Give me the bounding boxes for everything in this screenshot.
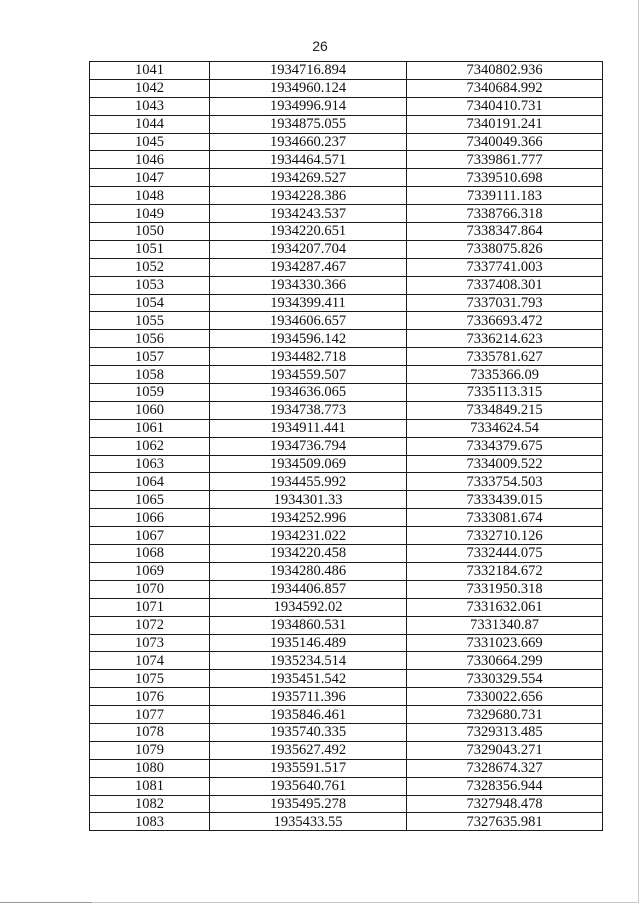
table-row (90, 509, 603, 527)
point-number-cell: 1044 (90, 115, 210, 133)
table-row (90, 813, 603, 831)
table-row (90, 115, 603, 133)
point-number-cell: 1067 (90, 527, 210, 545)
table-row (90, 240, 603, 258)
y-coordinate-cell: 7330022.656 (407, 688, 603, 706)
bottom-edge-line (0, 902, 92, 903)
x-coordinate-cell: 1935740.335 (210, 723, 407, 741)
point-number-cell: 1072 (90, 616, 210, 634)
x-coordinate-cell: 1935146.489 (210, 634, 407, 652)
y-coordinate-cell: 7329313.485 (407, 723, 603, 741)
x-coordinate-cell: 1935846.461 (210, 706, 407, 724)
y-coordinate-cell: 7335113.315 (407, 384, 603, 402)
table-row (90, 366, 603, 384)
point-number-cell: 1078 (90, 723, 210, 741)
table-row (90, 151, 603, 169)
point-number-cell: 1065 (90, 491, 210, 509)
point-number-cell: 1048 (90, 187, 210, 205)
y-coordinate-cell: 7339510.698 (407, 169, 603, 187)
x-coordinate-cell: 1934464.571 (210, 151, 407, 169)
y-coordinate-cell: 7334624.54 (407, 419, 603, 437)
point-number-cell: 1066 (90, 509, 210, 527)
x-coordinate-cell: 1934716.894 (210, 62, 407, 80)
y-coordinate-cell: 7327948.478 (407, 795, 603, 813)
table-row (90, 688, 603, 706)
point-number-cell: 1077 (90, 706, 210, 724)
y-coordinate-cell: 7333439.015 (407, 491, 603, 509)
y-coordinate-cell: 7329043.271 (407, 741, 603, 759)
y-coordinate-cell: 7334379.675 (407, 437, 603, 455)
point-number-cell: 1062 (90, 437, 210, 455)
table-row (90, 616, 603, 634)
y-coordinate-cell: 7331950.318 (407, 580, 603, 598)
y-coordinate-cell: 7334009.522 (407, 455, 603, 473)
y-coordinate-cell: 7336214.623 (407, 330, 603, 348)
table-row (90, 348, 603, 366)
y-coordinate-cell: 7331340.87 (407, 616, 603, 634)
x-coordinate-cell: 1934228.386 (210, 187, 407, 205)
point-number-cell: 1076 (90, 688, 210, 706)
x-coordinate-cell: 1934660.237 (210, 133, 407, 151)
y-coordinate-cell: 7329680.731 (407, 706, 603, 724)
point-number-cell: 1070 (90, 580, 210, 598)
table-row (90, 79, 603, 97)
x-coordinate-cell: 1934280.486 (210, 562, 407, 580)
coordinates-table-body (90, 62, 603, 831)
table-row (90, 527, 603, 545)
y-coordinate-cell: 7340191.241 (407, 115, 603, 133)
point-number-cell: 1052 (90, 258, 210, 276)
point-number-cell: 1043 (90, 97, 210, 115)
x-coordinate-cell: 1935591.517 (210, 759, 407, 777)
point-number-cell: 1069 (90, 562, 210, 580)
point-number-cell: 1060 (90, 401, 210, 419)
y-coordinate-cell: 7339861.777 (407, 151, 603, 169)
point-number-cell: 1080 (90, 759, 210, 777)
y-coordinate-cell: 7333081.674 (407, 509, 603, 527)
x-coordinate-cell: 1935234.514 (210, 652, 407, 670)
point-number-cell: 1054 (90, 294, 210, 312)
y-coordinate-cell: 7338075.826 (407, 240, 603, 258)
y-coordinate-cell: 7332444.075 (407, 545, 603, 563)
x-coordinate-cell: 1934875.055 (210, 115, 407, 133)
table-row (90, 723, 603, 741)
table-row (90, 62, 603, 80)
table-row (90, 795, 603, 813)
table-row (90, 384, 603, 402)
y-coordinate-cell: 7338766.318 (407, 205, 603, 223)
x-coordinate-cell: 1934252.996 (210, 509, 407, 527)
point-number-cell: 1046 (90, 151, 210, 169)
x-coordinate-cell: 1934606.657 (210, 312, 407, 330)
table-row (90, 652, 603, 670)
y-coordinate-cell: 7337408.301 (407, 276, 603, 294)
table-row (90, 455, 603, 473)
y-coordinate-cell: 7335366.09 (407, 366, 603, 384)
y-coordinate-cell: 7340802.936 (407, 62, 603, 80)
y-coordinate-cell: 7334849.215 (407, 401, 603, 419)
y-coordinate-cell: 7327635.981 (407, 813, 603, 831)
point-number-cell: 1064 (90, 473, 210, 491)
y-coordinate-cell: 7337031.793 (407, 294, 603, 312)
x-coordinate-cell: 1934330.366 (210, 276, 407, 294)
table-row (90, 330, 603, 348)
x-coordinate-cell: 1934996.914 (210, 97, 407, 115)
table-row (90, 670, 603, 688)
point-number-cell: 1061 (90, 419, 210, 437)
point-number-cell: 1041 (90, 62, 210, 80)
x-coordinate-cell: 1934559.507 (210, 366, 407, 384)
table-row (90, 187, 603, 205)
point-number-cell: 1049 (90, 205, 210, 223)
coordinates-table (89, 61, 603, 831)
y-coordinate-cell: 7333754.503 (407, 473, 603, 491)
y-coordinate-cell: 7331023.669 (407, 634, 603, 652)
point-number-cell: 1047 (90, 169, 210, 187)
table-row (90, 419, 603, 437)
table-row (90, 545, 603, 563)
x-coordinate-cell: 1934220.651 (210, 223, 407, 241)
x-coordinate-cell: 1934269.527 (210, 169, 407, 187)
point-number-cell: 1053 (90, 276, 210, 294)
x-coordinate-cell: 1934231.022 (210, 527, 407, 545)
x-coordinate-cell: 1934736.794 (210, 437, 407, 455)
point-number-cell: 1051 (90, 240, 210, 258)
x-coordinate-cell: 1934207.704 (210, 240, 407, 258)
x-coordinate-cell: 1934592.02 (210, 598, 407, 616)
x-coordinate-cell: 1935640.761 (210, 777, 407, 795)
x-coordinate-cell: 1934911.441 (210, 419, 407, 437)
point-number-cell: 1058 (90, 366, 210, 384)
table-row (90, 580, 603, 598)
table-row (90, 634, 603, 652)
x-coordinate-cell: 1934243.537 (210, 205, 407, 223)
table-row (90, 276, 603, 294)
table-row (90, 97, 603, 115)
table-row (90, 562, 603, 580)
point-number-cell: 1073 (90, 634, 210, 652)
y-coordinate-cell: 7340410.731 (407, 97, 603, 115)
y-coordinate-cell: 7328356.944 (407, 777, 603, 795)
point-number-cell: 1082 (90, 795, 210, 813)
x-coordinate-cell: 1934406.857 (210, 580, 407, 598)
y-coordinate-cell: 7331632.061 (407, 598, 603, 616)
point-number-cell: 1075 (90, 670, 210, 688)
point-number-cell: 1083 (90, 813, 210, 831)
x-coordinate-cell: 1935711.396 (210, 688, 407, 706)
table-row (90, 223, 603, 241)
y-coordinate-cell: 7330329.554 (407, 670, 603, 688)
point-number-cell: 1063 (90, 455, 210, 473)
y-coordinate-cell: 7332184.672 (407, 562, 603, 580)
point-number-cell: 1081 (90, 777, 210, 795)
table-row (90, 133, 603, 151)
point-number-cell: 1079 (90, 741, 210, 759)
table-row (90, 312, 603, 330)
point-number-cell: 1055 (90, 312, 210, 330)
x-coordinate-cell: 1934738.773 (210, 401, 407, 419)
y-coordinate-cell: 7338347.864 (407, 223, 603, 241)
point-number-cell: 1050 (90, 223, 210, 241)
page-number: 26 (312, 38, 328, 54)
table-row (90, 205, 603, 223)
y-coordinate-cell: 7337741.003 (407, 258, 603, 276)
table-row (90, 258, 603, 276)
y-coordinate-cell: 7330664.299 (407, 652, 603, 670)
x-coordinate-cell: 1934455.992 (210, 473, 407, 491)
x-coordinate-cell: 1934596.142 (210, 330, 407, 348)
x-coordinate-cell: 1934860.531 (210, 616, 407, 634)
x-coordinate-cell: 1934287.467 (210, 258, 407, 276)
x-coordinate-cell: 1934636.065 (210, 384, 407, 402)
x-coordinate-cell: 1934482.718 (210, 348, 407, 366)
x-coordinate-cell: 1935495.278 (210, 795, 407, 813)
x-coordinate-cell: 1934399.411 (210, 294, 407, 312)
y-coordinate-cell: 7336693.472 (407, 312, 603, 330)
x-coordinate-cell: 1934960.124 (210, 79, 407, 97)
point-number-cell: 1074 (90, 652, 210, 670)
table-row (90, 741, 603, 759)
table-row (90, 401, 603, 419)
y-coordinate-cell: 7340049.366 (407, 133, 603, 151)
table-row (90, 294, 603, 312)
table-row (90, 169, 603, 187)
table-row (90, 473, 603, 491)
table-row (90, 777, 603, 795)
x-coordinate-cell: 1935451.542 (210, 670, 407, 688)
x-coordinate-cell: 1934301.33 (210, 491, 407, 509)
y-coordinate-cell: 7328674.327 (407, 759, 603, 777)
point-number-cell: 1045 (90, 133, 210, 151)
y-coordinate-cell: 7340684.992 (407, 79, 603, 97)
point-number-cell: 1057 (90, 348, 210, 366)
x-coordinate-cell: 1934220.458 (210, 545, 407, 563)
table-row (90, 706, 603, 724)
table-row (90, 437, 603, 455)
point-number-cell: 1071 (90, 598, 210, 616)
point-number-cell: 1068 (90, 545, 210, 563)
x-coordinate-cell: 1935627.492 (210, 741, 407, 759)
x-coordinate-cell: 1935433.55 (210, 813, 407, 831)
table-row (90, 491, 603, 509)
x-coordinate-cell: 1934509.069 (210, 455, 407, 473)
y-coordinate-cell: 7339111.183 (407, 187, 603, 205)
point-number-cell: 1059 (90, 384, 210, 402)
point-number-cell: 1056 (90, 330, 210, 348)
point-number-cell: 1042 (90, 79, 210, 97)
table-row (90, 759, 603, 777)
y-coordinate-cell: 7332710.126 (407, 527, 603, 545)
table-row (90, 598, 603, 616)
y-coordinate-cell: 7335781.627 (407, 348, 603, 366)
